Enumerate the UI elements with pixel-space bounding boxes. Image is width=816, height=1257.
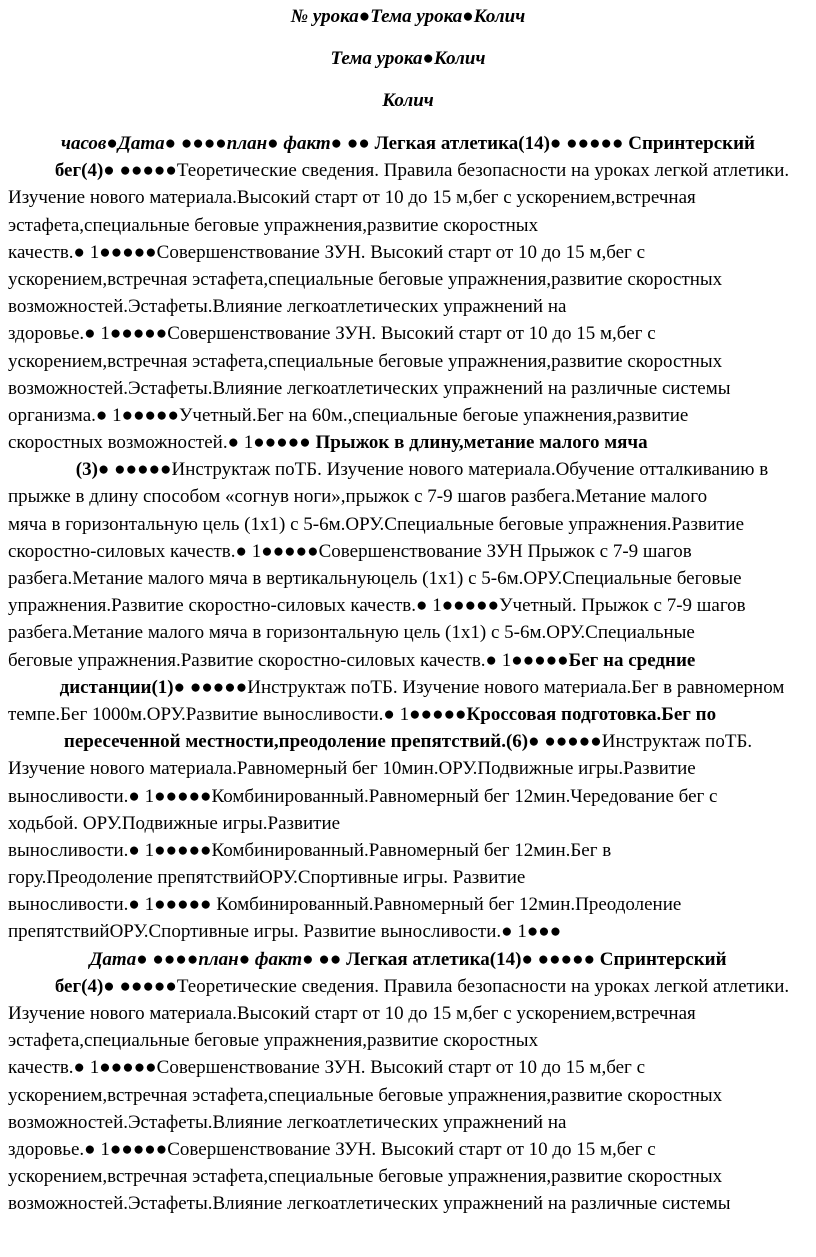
text-line: возможностей.Эстафеты.Влияние легкоатлетических упражнений на различные системы <box>8 377 731 399</box>
text-line: препятствийОРУ.Спортивные игры. Развитие выносливости.● 1●●● <box>8 921 562 943</box>
text-line: бег(4)● ●●●●●Теоретические сведения. Правила безопасности на уроках легкой атлетики. <box>54 975 790 997</box>
text-line: ускорением,встречная эстафета,специальные беговые упражнения,развитие скоростных <box>8 350 723 372</box>
text-line: эстафета,специальные беговые упражнения,развитие скоростных <box>8 214 539 236</box>
text-line: здоровье.● 1●●●●●Совершенствование ЗУН. Высокий старт от 10 до 15 м,бег с <box>8 1138 656 1160</box>
text-line: бег(4)● ●●●●●Теоретические сведения. Правила безопасности на уроках легкой атлетики. <box>54 160 790 182</box>
text-line: беговые упражнения.Развитие скоростно-силовых качеств.● 1●●●●●Бег на средние <box>8 649 696 671</box>
text-line: (3)● ●●●●●Инструктаж поТБ. Изучение нового материала.Обучение отталкиванию в <box>75 459 769 481</box>
text-line: выносливости.● 1●●●●●Комбинированный.Равномерный бег 12мин.Бег в <box>8 839 612 861</box>
text-line: возможностей.Эстафеты.Влияние легкоатлетических упражнений на <box>8 296 567 318</box>
text-line: качеств.● 1●●●●●Совершенствование ЗУН. Высокий старт от 10 до 15 м,бег с <box>8 241 646 263</box>
text-line: ходьбой. ОРУ.Подвижные игры.Развитие <box>8 812 341 834</box>
text-line: дистанции(1)● ●●●●●Инструктаж поТБ. Изучение нового материала.Бег в равномерном <box>59 676 785 698</box>
header-line-3: Колич <box>382 90 434 111</box>
text-line: возможностей.Эстафеты.Влияние легкоатлетических упражнений на <box>8 1111 567 1133</box>
text-line: прыжке в длину способом «согнув ноги»,прыжок с 7-9 шагов разбега.Метание малого <box>8 486 708 508</box>
text-line: скоростно-силовых качеств.● 1●●●●●Совершенствование ЗУН Прыжок с 7-9 шагов <box>8 540 692 562</box>
text-line: гору.Преодоление препятствийОРУ.Спортивные игры. Развитие <box>8 867 526 889</box>
document-body <box>0 130 816 1218</box>
text-line: ускорением,встречная эстафета,специальные беговые упражнения,развитие скоростных <box>8 1084 723 1106</box>
text-line: эстафета,специальные беговые упражнения,развитие скоростных <box>8 1030 539 1052</box>
text-line: пересеченной местности,преодоление препятствий.(6)● ●●●●●Инструктаж поТБ. <box>63 731 753 753</box>
text-line: мяча в горизонтальную цель (1х1) с 5-6м.ОРУ.Специальные беговые упражнения.Развитие <box>8 513 745 535</box>
text-line: выносливости.● 1●●●●●Комбинированный.Равномерный бег 12мин.Чередование бег с <box>8 785 718 807</box>
text-line: Дата● ●●●●план● факт● ●● Легкая атлетика(14)● ●●●●● Спринтерский <box>89 948 727 970</box>
text-line: ускорением,встречная эстафета,специальные беговые упражнения,развитие скоростных <box>8 268 723 290</box>
text-line: разбега.Метание малого мяча в вертикальнуюцель (1х1) с 5-6м.ОРУ.Специальные беговые <box>8 568 742 589</box>
text-line: ускорением,встречная эстафета,специальные беговые упражнения,развитие скоростных <box>8 1166 723 1188</box>
text-line: часов●Дата● ●●●●план● факт● ●● Легкая атлетика(14)● ●●●●● Спринтерский <box>60 133 755 154</box>
text-line: упражнения.Развитие скоростно-силовых качеств.● 1●●●●●Учетный. Прыжок с 7-9 шагов <box>8 595 746 617</box>
header-line-1: № урока●Тема урока●Колич <box>290 6 526 27</box>
text-line: Изучение нового материала.Равномерный бег 10мин.ОРУ.Подвижные игры.Развитие <box>8 758 696 780</box>
text-line: выносливости.● 1●●●●● Комбинированный.Равномерный бег 12мин.Преодоление <box>8 894 682 916</box>
text-line: Изучение нового материала.Высокий старт от 10 до 15 м,бег с ускорением,встречная <box>8 1003 696 1024</box>
text-line: Изучение нового материала.Высокий старт от 10 до 15 м,бег с ускорением,встречная <box>8 187 696 209</box>
text-line: здоровье.● 1●●●●●Совершенствование ЗУН. Высокий старт от 10 до 15 м,бег с <box>8 323 656 345</box>
text-line: разбега.Метание малого мяча в горизонтальную цель (1х1) с 5-6м.ОРУ.Специальные <box>8 622 695 644</box>
header-line-2: Тема урока●Колич <box>330 48 486 69</box>
text-line: темпе.Бег 1000м.ОРУ.Развитие выносливости.● 1●●●●●Кроссовая подготовка.Бег по <box>8 703 717 725</box>
text-line: скоростных возможностей.● 1●●●●● Прыжок в длину,метание малого мяча <box>8 432 648 454</box>
text-line: качеств.● 1●●●●●Совершенствование ЗУН. Высокий старт от 10 до 15 м,бег с <box>8 1057 646 1079</box>
text-line: возможностей.Эстафеты.Влияние легкоатлетических упражнений на различные системы <box>8 1193 731 1215</box>
text-line: организма.● 1●●●●●Учетный.Бег на 60м.,специальные бегоые упажнения,развитие <box>8 404 689 426</box>
